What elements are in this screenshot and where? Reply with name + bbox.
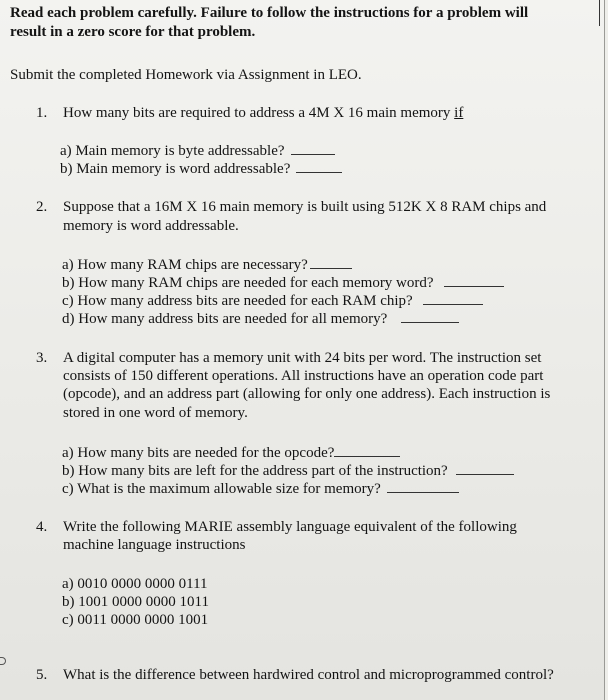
q1-text bbox=[63, 104, 463, 122]
q2-number: 2. bbox=[36, 199, 48, 215]
q3-part-a bbox=[62, 444, 400, 462]
page-edge-mark bbox=[599, 0, 600, 26]
submit-instructions: Submit the completed Homework via Assignment in LEO. bbox=[10, 67, 362, 83]
q3-part-c-text: c) What is the maximum allowable size for memory? bbox=[62, 481, 381, 497]
q3-part-b bbox=[62, 462, 514, 480]
q3-part-c bbox=[62, 480, 459, 498]
instruction-line-1: Read each problem carefully. Failure to follow the instructions for a problem will bbox=[10, 5, 529, 21]
q4-line-1: Write the following MARIE assembly language equivalent of the following bbox=[63, 519, 517, 535]
answer-blank[interactable] bbox=[387, 491, 459, 493]
q3-part-a-text: a) How many bits are needed for the opcode? bbox=[62, 445, 335, 461]
q2-part-a-text: a) How many RAM chips are necessary? bbox=[62, 257, 308, 273]
q4-line-2: machine language instructions bbox=[63, 537, 246, 553]
q1-part-a bbox=[60, 142, 335, 160]
answer-blank[interactable] bbox=[310, 267, 352, 269]
q1-number: 1. bbox=[36, 105, 48, 121]
q3-line-1: A digital computer has a memory unit with 24 bits per word. The instruction set bbox=[63, 350, 542, 366]
q4-part-b: b) 1001 0000 0000 1011 bbox=[62, 594, 209, 610]
answer-blank[interactable] bbox=[334, 455, 400, 457]
binder-hole-mark bbox=[0, 657, 6, 665]
q4-part-c: c) 0011 0000 0000 1001 bbox=[62, 612, 209, 628]
answer-blank[interactable] bbox=[444, 285, 504, 287]
q3-number: 3. bbox=[36, 350, 48, 366]
answer-blank[interactable] bbox=[291, 153, 335, 155]
q3-line-3: (opcode), and an address part (allowing for only one address). Each instruction is bbox=[63, 386, 551, 402]
q2-part-d-text: d) How many address bits are needed for all memory? bbox=[62, 311, 388, 327]
q2-part-b-text: b) How many RAM chips are needed for each memory word? bbox=[62, 275, 434, 291]
q1-text-main: How many bits are required to address a 4M X 16 main memory bbox=[63, 105, 455, 121]
q2-part-c bbox=[62, 292, 483, 310]
q2-part-d bbox=[62, 310, 459, 328]
answer-blank[interactable] bbox=[401, 321, 459, 323]
q2-part-b bbox=[62, 274, 504, 292]
q2-line-1: Suppose that a 16M X 16 main memory is built using 512K X 8 RAM chips and bbox=[63, 199, 547, 215]
answer-blank[interactable] bbox=[423, 303, 483, 305]
q2-part-a bbox=[62, 256, 352, 274]
q3-line-4: stored in one word of memory. bbox=[63, 405, 248, 421]
instruction-line-2: result in a zero score for that problem. bbox=[10, 24, 256, 40]
q3-line-2: consists of 150 different operations. All instructions have an operation code part bbox=[63, 368, 544, 384]
q1-text-if: if bbox=[454, 105, 464, 121]
q2-part-c-text: c) How many address bits are needed for each RAM chip? bbox=[62, 293, 413, 309]
answer-blank[interactable] bbox=[456, 473, 514, 475]
q1-part-b bbox=[60, 160, 342, 178]
q4-number: 4. bbox=[36, 519, 48, 535]
q1-part-a-text: a) Main memory is byte addressable? bbox=[60, 143, 285, 159]
answer-blank[interactable] bbox=[296, 171, 342, 173]
q3-part-b-text: b) How many bits are left for the address part of the instruction? bbox=[62, 463, 448, 479]
q1-part-b-text: b) Main memory is word addressable? bbox=[60, 161, 291, 177]
q5-number: 5. bbox=[36, 667, 48, 683]
q4-part-a: a) 0010 0000 0000 0111 bbox=[62, 576, 208, 592]
q2-line-2: memory is word addressable. bbox=[63, 218, 239, 234]
q5-text: What is the difference between hardwired control and microprogrammed control? bbox=[63, 667, 554, 683]
